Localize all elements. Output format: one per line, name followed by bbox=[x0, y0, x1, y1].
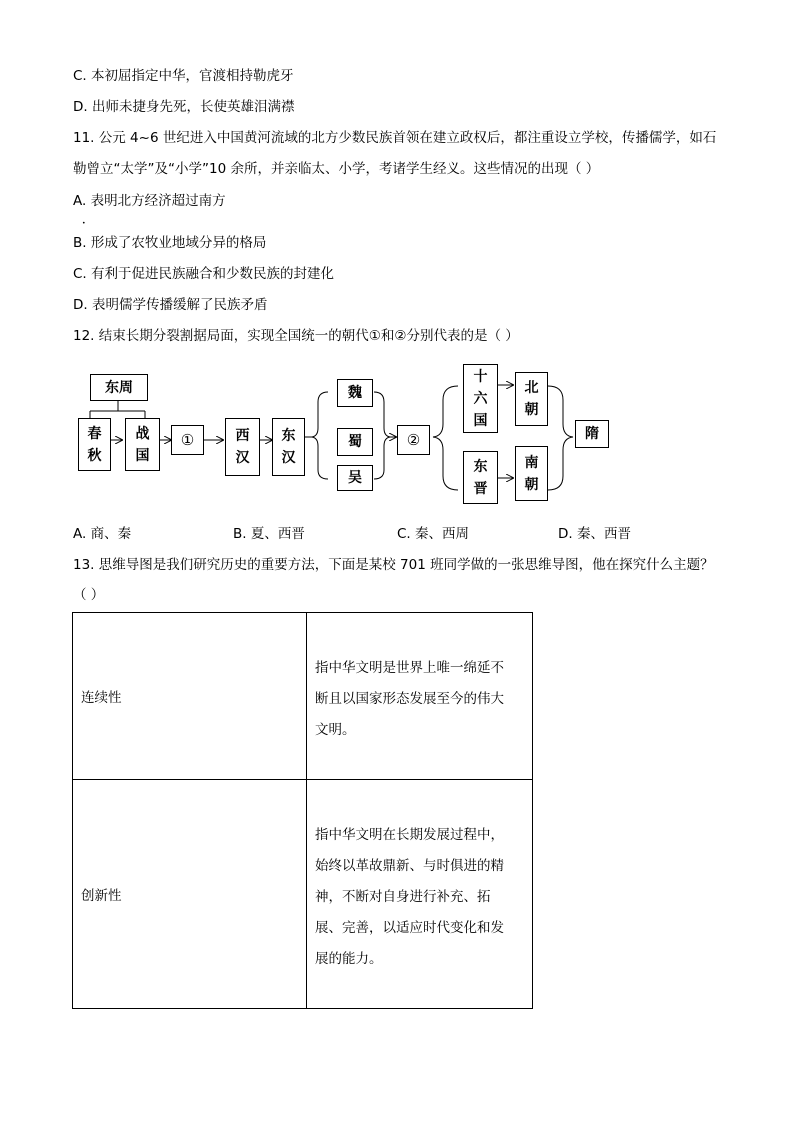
q12-option-a: A. 商、秦 bbox=[73, 526, 132, 542]
box-nanchao-char1: 南 bbox=[524, 454, 539, 471]
table-cell-key: 连续性 bbox=[73, 613, 307, 780]
desc-line: 神，不断对自身进行补充、拓 bbox=[315, 888, 491, 905]
box-shu: 蜀 bbox=[337, 428, 373, 456]
box-shiliuguo-char3: 国 bbox=[473, 412, 488, 429]
box-dongjin-char1: 东 bbox=[473, 458, 488, 475]
box-beichao-char1: 北 bbox=[524, 380, 539, 396]
box-dongjin bbox=[463, 451, 498, 504]
box-donghan bbox=[272, 418, 305, 476]
box-xihan bbox=[225, 418, 260, 476]
box-donghan-char1: 东 bbox=[281, 428, 296, 444]
box-beichao bbox=[515, 372, 548, 426]
box-chunqiu bbox=[78, 418, 111, 471]
q11-option-d: D. 表明儒学传播缓解了民族矛盾 bbox=[73, 297, 268, 313]
box-chunqiu-char1: 春 bbox=[87, 425, 102, 442]
q11-option-c: C. 有利于促进民族融合和少数民族的封建化 bbox=[73, 266, 335, 282]
option-c-prev: C. 本初屈指定中华，官渡相持勒虎牙 bbox=[73, 68, 294, 84]
desc-line: 展的能力。 bbox=[315, 950, 383, 967]
mind-map-table bbox=[72, 612, 533, 1009]
q12-option-d: D. 秦、西晋 bbox=[558, 526, 631, 542]
box-wu: 吴 bbox=[337, 465, 373, 491]
q12-option-c: C. 秦、西周 bbox=[397, 526, 470, 542]
desc-line: 断且以国家形态发展至今的伟大 bbox=[315, 690, 504, 707]
desc-line: 展、完善，以适应时代变化和发 bbox=[315, 919, 504, 936]
box-shiliuguo-char2: 六 bbox=[473, 390, 488, 407]
q11-stem-line1: 11. 公元 4~6 世纪进入中国黄河流域的北方少数民族首领在建立政权后，都注重设立学校，传播儒学，如石 bbox=[73, 130, 717, 146]
q12-option-b: B. 夏、西晋 bbox=[233, 526, 305, 542]
box-shiliuguo bbox=[463, 364, 498, 433]
q11-stem-line2: 勒曾立“太学”及“小学”10 余所，并亲临太、小学，考诸学生经义。这些情况的出现（ ） bbox=[73, 161, 600, 177]
q13-stem-line1: 13. 思维导图是我们研究历史的重要方法，下面是某校 701 班同学做的一张思维导图，他在探究什么主题？ bbox=[73, 557, 714, 573]
box-circle1: ① bbox=[171, 425, 204, 455]
box-circle2: ② bbox=[397, 425, 430, 455]
box-dongzhou: 东周 bbox=[90, 374, 148, 401]
desc-line: 始终以革故鼎新、与时俱进的精 bbox=[315, 857, 504, 874]
box-zhanguo-char2: 国 bbox=[135, 447, 150, 464]
box-shiliuguo-char1: 十 bbox=[473, 368, 488, 385]
table-cell-desc bbox=[307, 613, 533, 780]
box-zhanguo bbox=[125, 418, 160, 471]
box-wei: 魏 bbox=[337, 379, 373, 407]
q13-stem-line2: （ ） bbox=[73, 587, 105, 603]
q11-option-a: A. 表明北方经济超过南方 bbox=[73, 193, 226, 209]
box-xihan-char2: 汉 bbox=[235, 450, 250, 466]
box-donghan-char2: 汉 bbox=[281, 450, 296, 466]
table-cell-desc bbox=[307, 780, 533, 1009]
box-sui: 隋 bbox=[575, 420, 609, 448]
stray-dot: • bbox=[82, 220, 86, 227]
q11-option-b: B. 形成了农牧业地域分异的格局 bbox=[73, 235, 267, 251]
box-nanchao-char2: 朝 bbox=[524, 476, 539, 493]
q12-stem: 12. 结束长期分裂割据局面，实现全国统一的朝代①和②分别代表的是（ ） bbox=[73, 328, 519, 344]
box-beichao-char2: 朝 bbox=[524, 402, 539, 418]
desc-line: 指中华文明是世界上唯一绵延不 bbox=[315, 659, 504, 676]
desc-line: 文明。 bbox=[315, 721, 356, 738]
table-row bbox=[73, 780, 533, 1009]
box-nanchao bbox=[515, 446, 548, 501]
desc-line: 指中华文明在长期发展过程中， bbox=[315, 826, 504, 843]
box-xihan-char1: 西 bbox=[235, 428, 250, 444]
box-chunqiu-char2: 秋 bbox=[87, 447, 102, 464]
table-row bbox=[73, 613, 533, 780]
box-dongjin-char2: 晋 bbox=[473, 480, 488, 497]
option-d-prev: D. 出师未捷身先死，长使英雄泪满襟 bbox=[73, 99, 295, 115]
table-cell-key: 创新性 bbox=[73, 780, 307, 1009]
box-zhanguo-char1: 战 bbox=[135, 425, 150, 442]
